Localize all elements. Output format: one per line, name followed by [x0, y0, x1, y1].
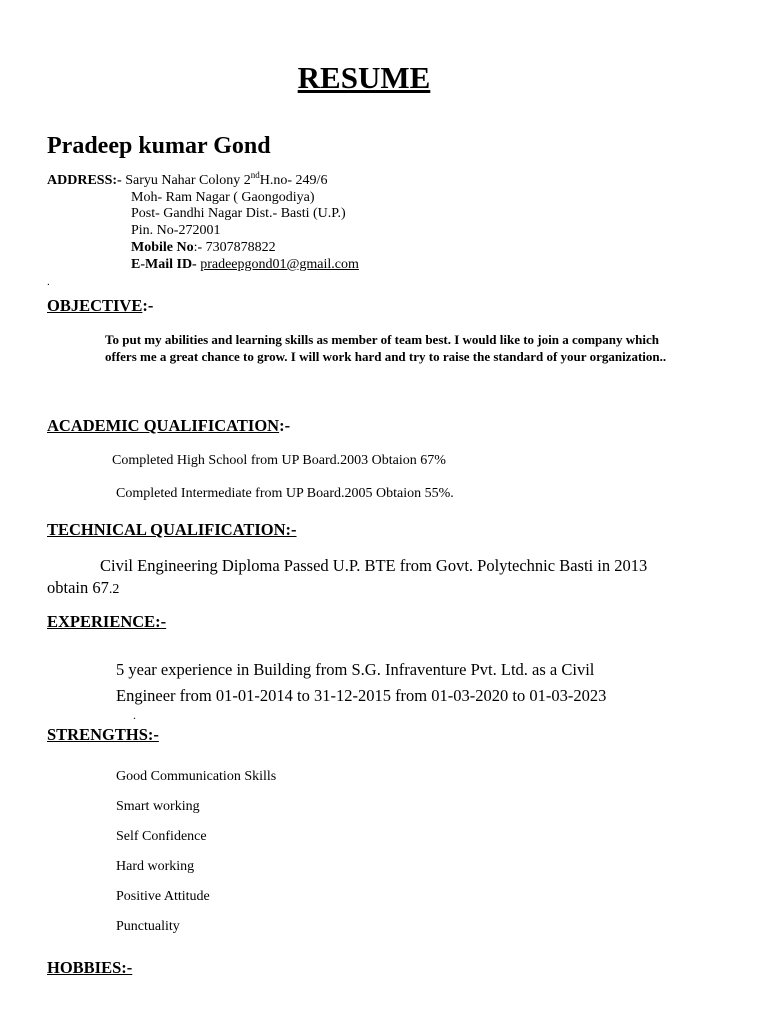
strength-item: Self Confidence — [116, 829, 207, 844]
technical-heading-text: TECHNICAL QUALIFICATION:- — [47, 520, 297, 539]
objective-heading-text: OBJECTIVE — [47, 296, 143, 315]
hobbies-heading — [47, 958, 132, 978]
address-label-suffix: :- — [112, 173, 122, 188]
address-line-1 — [47, 170, 328, 189]
academic-item: Completed Intermediate from UP Board.2005 Obtaion 55%. — [116, 486, 454, 501]
address-ordinal: nd — [250, 170, 260, 180]
technical-text — [47, 555, 687, 601]
strengths-heading — [47, 725, 159, 745]
hobbies-heading-text: HOBBIES:- — [47, 958, 133, 977]
strength-item: Smart working — [116, 799, 200, 814]
technical-heading — [47, 520, 297, 540]
address-line-3: Post- Gandhi Nagar Dist.- Basti (U.P.) — [131, 206, 346, 221]
objective-heading-suffix: :- — [142, 296, 154, 315]
strength-item: Positive Attitude — [116, 889, 210, 904]
mobile-line — [131, 240, 276, 256]
strength-item: Punctuality — [116, 919, 180, 934]
address-street: Saryu Nahar Colony 2 — [125, 173, 251, 188]
strengths-heading-text: STRENGTHS:- — [47, 725, 159, 744]
experience-dot: . — [133, 708, 136, 722]
email-line — [131, 257, 359, 273]
address-label: ADDRESS — [47, 173, 113, 188]
objective-heading — [47, 296, 153, 316]
address-dot: . — [47, 276, 50, 288]
mobile-label: Mobile No — [131, 240, 194, 255]
candidate-name: Pradeep kumar Gond — [47, 133, 271, 159]
academic-heading — [47, 416, 290, 436]
address-house-no: H.no- 249/6 — [259, 173, 328, 188]
academic-item: Completed High School from UP Board.2003 Obtaion 67% — [112, 453, 446, 468]
academic-heading-suffix: :- — [279, 416, 291, 435]
email-label: E-Mail ID- — [131, 257, 197, 272]
resume-title: RESUME — [297, 60, 431, 95]
experience-line-2: Engineer from 01-01-2014 to 31-12-2015 from 01-03-2020 to 01-03-2023 — [116, 686, 607, 705]
email-link[interactable]: pradeepgond01@gmail.com — [200, 257, 359, 272]
strength-item: Good Communication Skills — [116, 769, 277, 784]
technical-text-tail: .2 — [108, 582, 120, 597]
experience-heading-text: EXPERIENCE:- — [47, 612, 167, 631]
academic-heading-text: ACADEMIC QUALIFICATION — [47, 416, 280, 435]
experience-line-1: 5 year experience in Building from S.G. Infraventure Pvt. Ltd. as a Civil — [116, 660, 595, 679]
strength-item: Hard working — [116, 859, 195, 874]
experience-heading — [47, 612, 166, 632]
objective-text: To put my abilities and learning skills as member of team best. I would like to join a company which offers me a great chance to grow. I will work hard and try to raise the standard of your organization.. — [105, 332, 667, 365]
address-line-2: Moh- Ram Nagar ( Gaongodiya) — [131, 190, 315, 205]
mobile-value: :- 7307878822 — [193, 240, 276, 255]
technical-text-main: Civil Engineering Diploma Passed U.P. BTE from Govt. Polytechnic Basti in 2013 obtain 67 — [47, 556, 648, 597]
address-line-4: Pin. No-272001 — [131, 223, 221, 238]
